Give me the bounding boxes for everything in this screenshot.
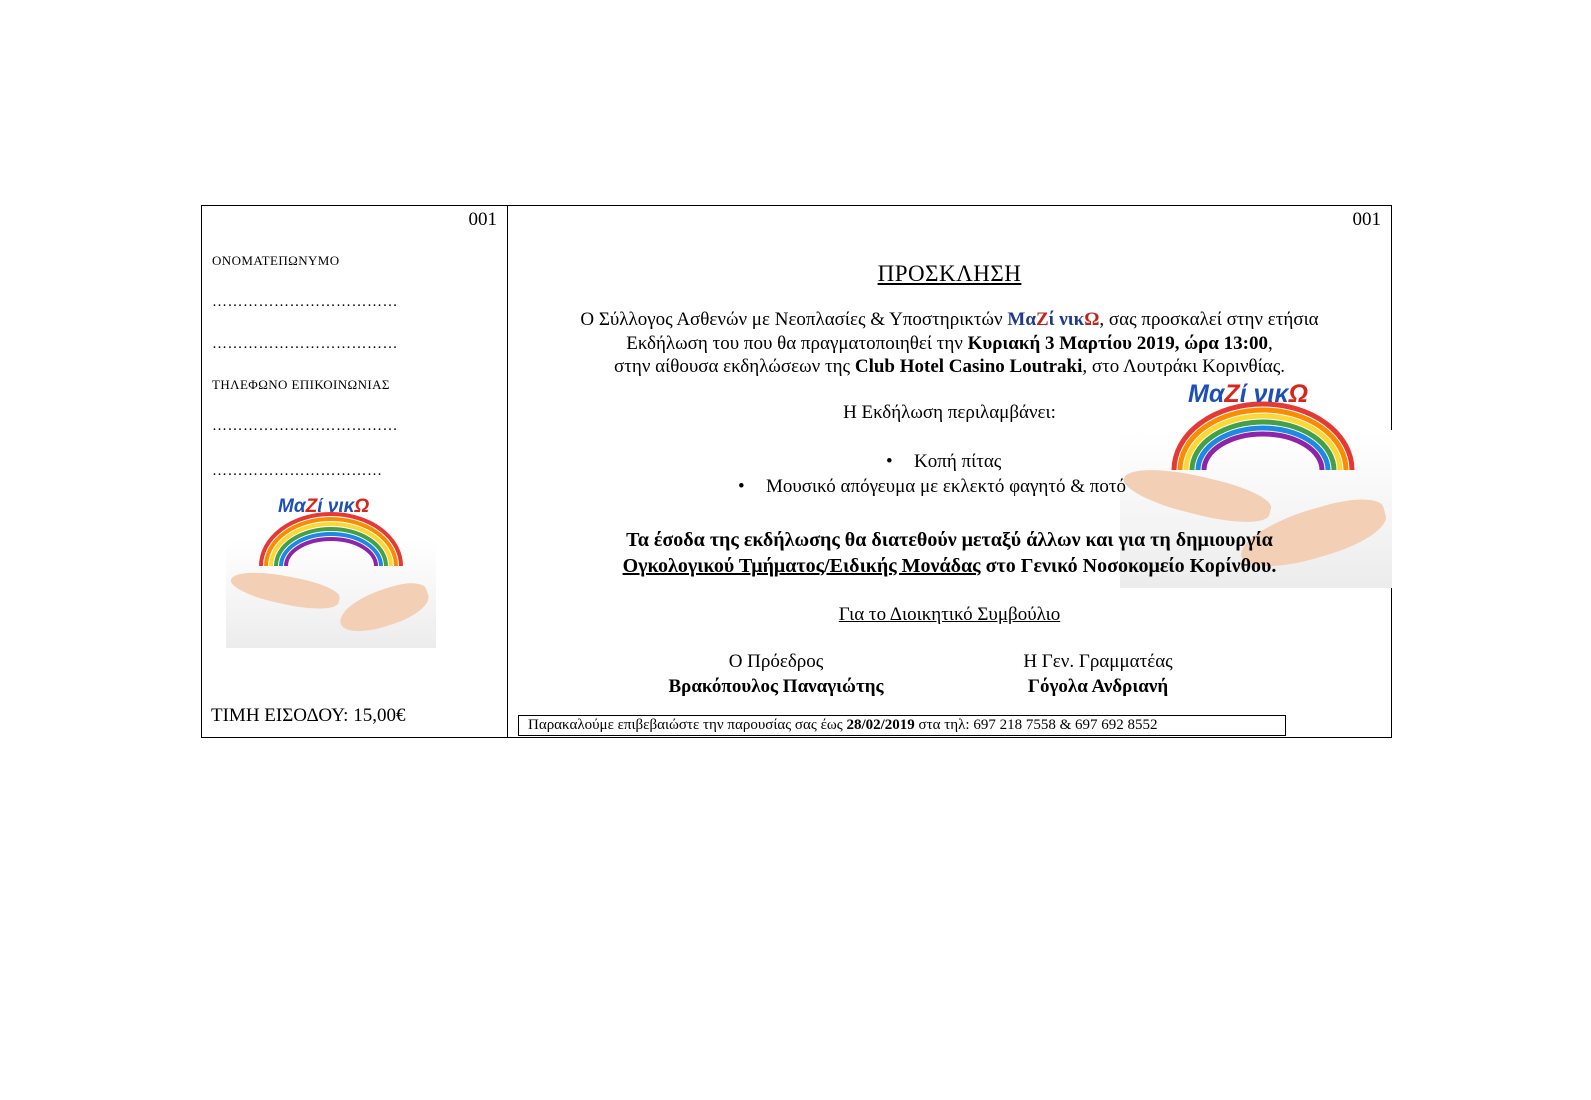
stub-logo [226, 494, 436, 654]
stub-logo-text: ΜαΖί νικΩ [278, 496, 370, 517]
includes-list [726, 449, 1126, 499]
entry-price: ΤΙΜΗ ΕΙΣΟΔΟΥ: 15,00€ [211, 705, 406, 726]
invitation-title: ΠΡΟΣΚΛΗΣΗ [877, 261, 1022, 286]
main-ticket-number: 001 [1352, 209, 1381, 230]
intro-line-2: Εκδήλωση του που θα πραγματοποιηθεί την Κυριακή 3 Μαρτίου 2019, ώρα 13:00, [626, 333, 1273, 354]
secretary-signature: Η Γεν. Γραμματέας Γόγολα Ανδριανή [1023, 651, 1173, 697]
intro-line-3: στην αίθουσα εκδηλώσεων της Club Hotel Casino Loutraki, στο Λουτράκι Κορινθίας. [614, 356, 1285, 377]
phone-line-1: ……………………………… [212, 418, 398, 434]
stub-ticket-number: 001 [468, 209, 497, 230]
ticket-stub [202, 206, 508, 737]
includes-heading: Η Εκδήλωση περιλαμβάνει: [843, 402, 1056, 423]
invitation-ticket [201, 205, 1392, 738]
intro-line-1: Ο Σύλλογος Ασθενών με Νεοπλασίες & Υποστηρικτών ΜαΖί νικΩ, σας προσκαλεί στην ετήσια [580, 309, 1319, 330]
proceeds-note: Τα έσοδα της εκδήλωσης θα διατεθούν μεταξύ άλλων και για τη δημιουργία Ογκολογικού Τμήματος/Ειδικής Μονάδας στο Γενικό Νοσοκομείο Κορίνθου. [622, 529, 1277, 577]
rsvp-note: Παρακαλούμε επιβεβαιώστε την παρουσίας σας έως 28/02/2019 στα τηλ: 697 218 7558 & 697 692 8552 [518, 715, 1286, 736]
name-label: ΟΝΟΜΑΤΕΠΩΝΥΜΟ [212, 253, 340, 268]
list-item: • Κοπή πίτας [874, 449, 1274, 474]
name-line-1: ……………………………… [212, 294, 398, 310]
phone-line-2: …………………………… [212, 463, 383, 479]
board-heading: Για το Διοικητικό Συμβούλιο [838, 604, 1061, 625]
main-logo-text: ΜαΖί νικΩ [1188, 380, 1309, 408]
phone-label: ΤΗΛΕΦΩΝΟ ΕΠΙΚΟΙΝΩΝΙΑΣ [212, 377, 390, 392]
name-line-2: ……………………………… [212, 336, 398, 352]
invitation-body [508, 206, 1391, 737]
list-item: • Μουσικό απόγευμα με εκλεκτό φαγητό & ποτό [726, 474, 1126, 499]
president-signature: Ο Πρόεδρος Βρακόπουλος Παναγιώτης [668, 651, 884, 697]
